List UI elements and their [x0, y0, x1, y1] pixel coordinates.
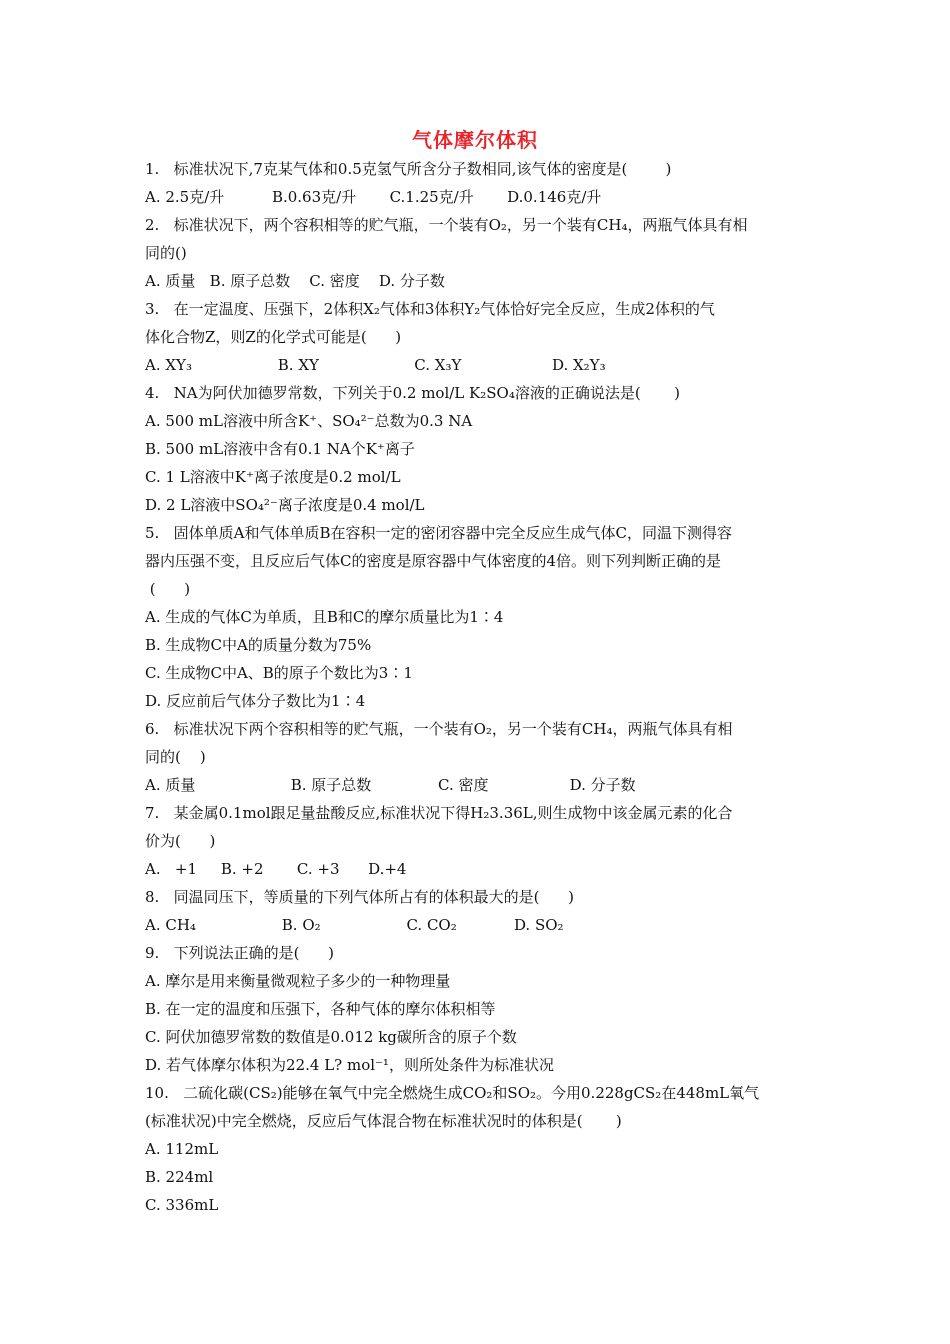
q5-option-d: D. 反应前后气体分子数比为1∶4: [145, 692, 366, 710]
q1-options: A. 2.5克/升 B.0.63克/升 C.1.25克/升 D.0.146克/升: [145, 188, 602, 206]
q9-option-b: B. 在一定的温度和压强下，各种气体的摩尔体积相等: [145, 1000, 496, 1018]
q3-stem: 3. 在一定温度、压强下，2体积X₂气体和3体积Y₂气体恰好完全反应，生成2体积的气: [145, 300, 715, 318]
q5-option-c: C. 生成物C中A、B的原子个数比为3∶1: [145, 664, 413, 682]
q9-option-d: D. 若气体摩尔体积为22.4 L? mol⁻¹，则所处条件为标准状况: [145, 1056, 554, 1074]
q9-option-c: C. 阿伏加德罗常数的数值是0.012 kg碳所含的原子个数: [145, 1028, 517, 1046]
question-list: [145, 155, 815, 1219]
q10-stem-cont: (标准状况)中完全燃烧，反应后气体混合物在标准状况时的体积是( ): [145, 1112, 622, 1130]
q2-options: A. 质量 B. 原子总数 C. 密度 D. 分子数: [145, 272, 445, 290]
q4-option-d: D. 2 L溶液中SO₄²⁻离子浓度是0.4 mol/L: [145, 496, 425, 514]
q6-stem-cont: 同的( ): [145, 748, 206, 766]
q2-stem-cont: 同的(): [145, 244, 187, 262]
document-title: 气体摩尔体积: [412, 128, 538, 152]
q5-stem-cont: 器内压强不变，且反应后气体C的密度是原容器中气体密度的4倍。则下列判断正确的是: [145, 552, 722, 570]
q9-option-a: A. 摩尔是用来衡量微观粒子多少的一种物理量: [145, 972, 451, 990]
q4-option-c: C. 1 L溶液中K⁺离子浓度是0.2 mol/L: [145, 468, 401, 486]
q8-options: A. CH₄ B. O₂ C. CO₂ D. SO₂: [145, 916, 564, 934]
q10-stem: 10. 二硫化碳(CS₂)能够在氧气中完全燃烧生成CO₂和SO₂。今用0.228gCS₂在448mL氧气: [145, 1084, 760, 1102]
q5-stem: 5. 固体单质A和气体单质B在容积一定的密闭容器中完全反应生成气体C，同温下测得容: [145, 524, 732, 542]
q7-options: A. +1 B. +2 C. +3 D.+4: [145, 860, 407, 878]
q4-stem: 4. NA为阿伏加德罗常数，下列关于0.2 mol/L K₂SO₄溶液的正确说法是( ): [145, 384, 680, 402]
q2-stem: 2. 标准状况下，两个容积相等的贮气瓶，一个装有O₂，另一个装有CH₄，两瓶气体具有相: [145, 216, 748, 234]
q7-stem-cont: 价为( ): [145, 832, 216, 850]
q5-answer-blank: ( ): [145, 580, 191, 598]
q6-stem: 6. 标准状况下两个容积相等的贮气瓶，一个装有O₂，另一个装有CH₄，两瓶气体具有相: [145, 720, 733, 738]
q9-stem: 9. 下列说法正确的是( ): [145, 944, 334, 962]
q7-stem: 7. 某金属0.1mol跟足量盐酸反应,标准状况下得H₂3.36L,则生成物中该金属元素的化合: [145, 804, 733, 822]
q3-stem-cont: 体化合物Z，则Z的化学式可能是( ): [145, 328, 402, 346]
q6-options: A. 质量 B. 原子总数 C. 密度 D. 分子数: [145, 776, 636, 794]
q1-stem: 1. 标准状况下,7克某气体和0.5克氢气所含分子数相同,该气体的密度是( ): [145, 160, 672, 178]
q10-option-b: B. 224ml: [145, 1168, 214, 1186]
q10-option-c: C. 336mL: [145, 1196, 219, 1214]
q4-option-b: B. 500 mL溶液中含有0.1 NA个K⁺离子: [145, 440, 415, 458]
q10-option-a: A. 112mL: [145, 1140, 219, 1158]
q3-options: A. XY₃ B. XY C. X₃Y D. X₂Y₃: [145, 356, 606, 374]
q4-option-a: A. 500 mL溶液中所含K⁺、SO₄²⁻总数为0.3 NA: [145, 412, 473, 430]
q8-stem: 8. 同温同压下，等质量的下列气体所占有的体积最大的是( ): [145, 888, 574, 906]
q5-option-b: B. 生成物C中A的质量分数为75%: [145, 636, 372, 654]
q5-option-a: A. 生成的气体C为单质，且B和C的摩尔质量比为1∶4: [145, 608, 504, 626]
